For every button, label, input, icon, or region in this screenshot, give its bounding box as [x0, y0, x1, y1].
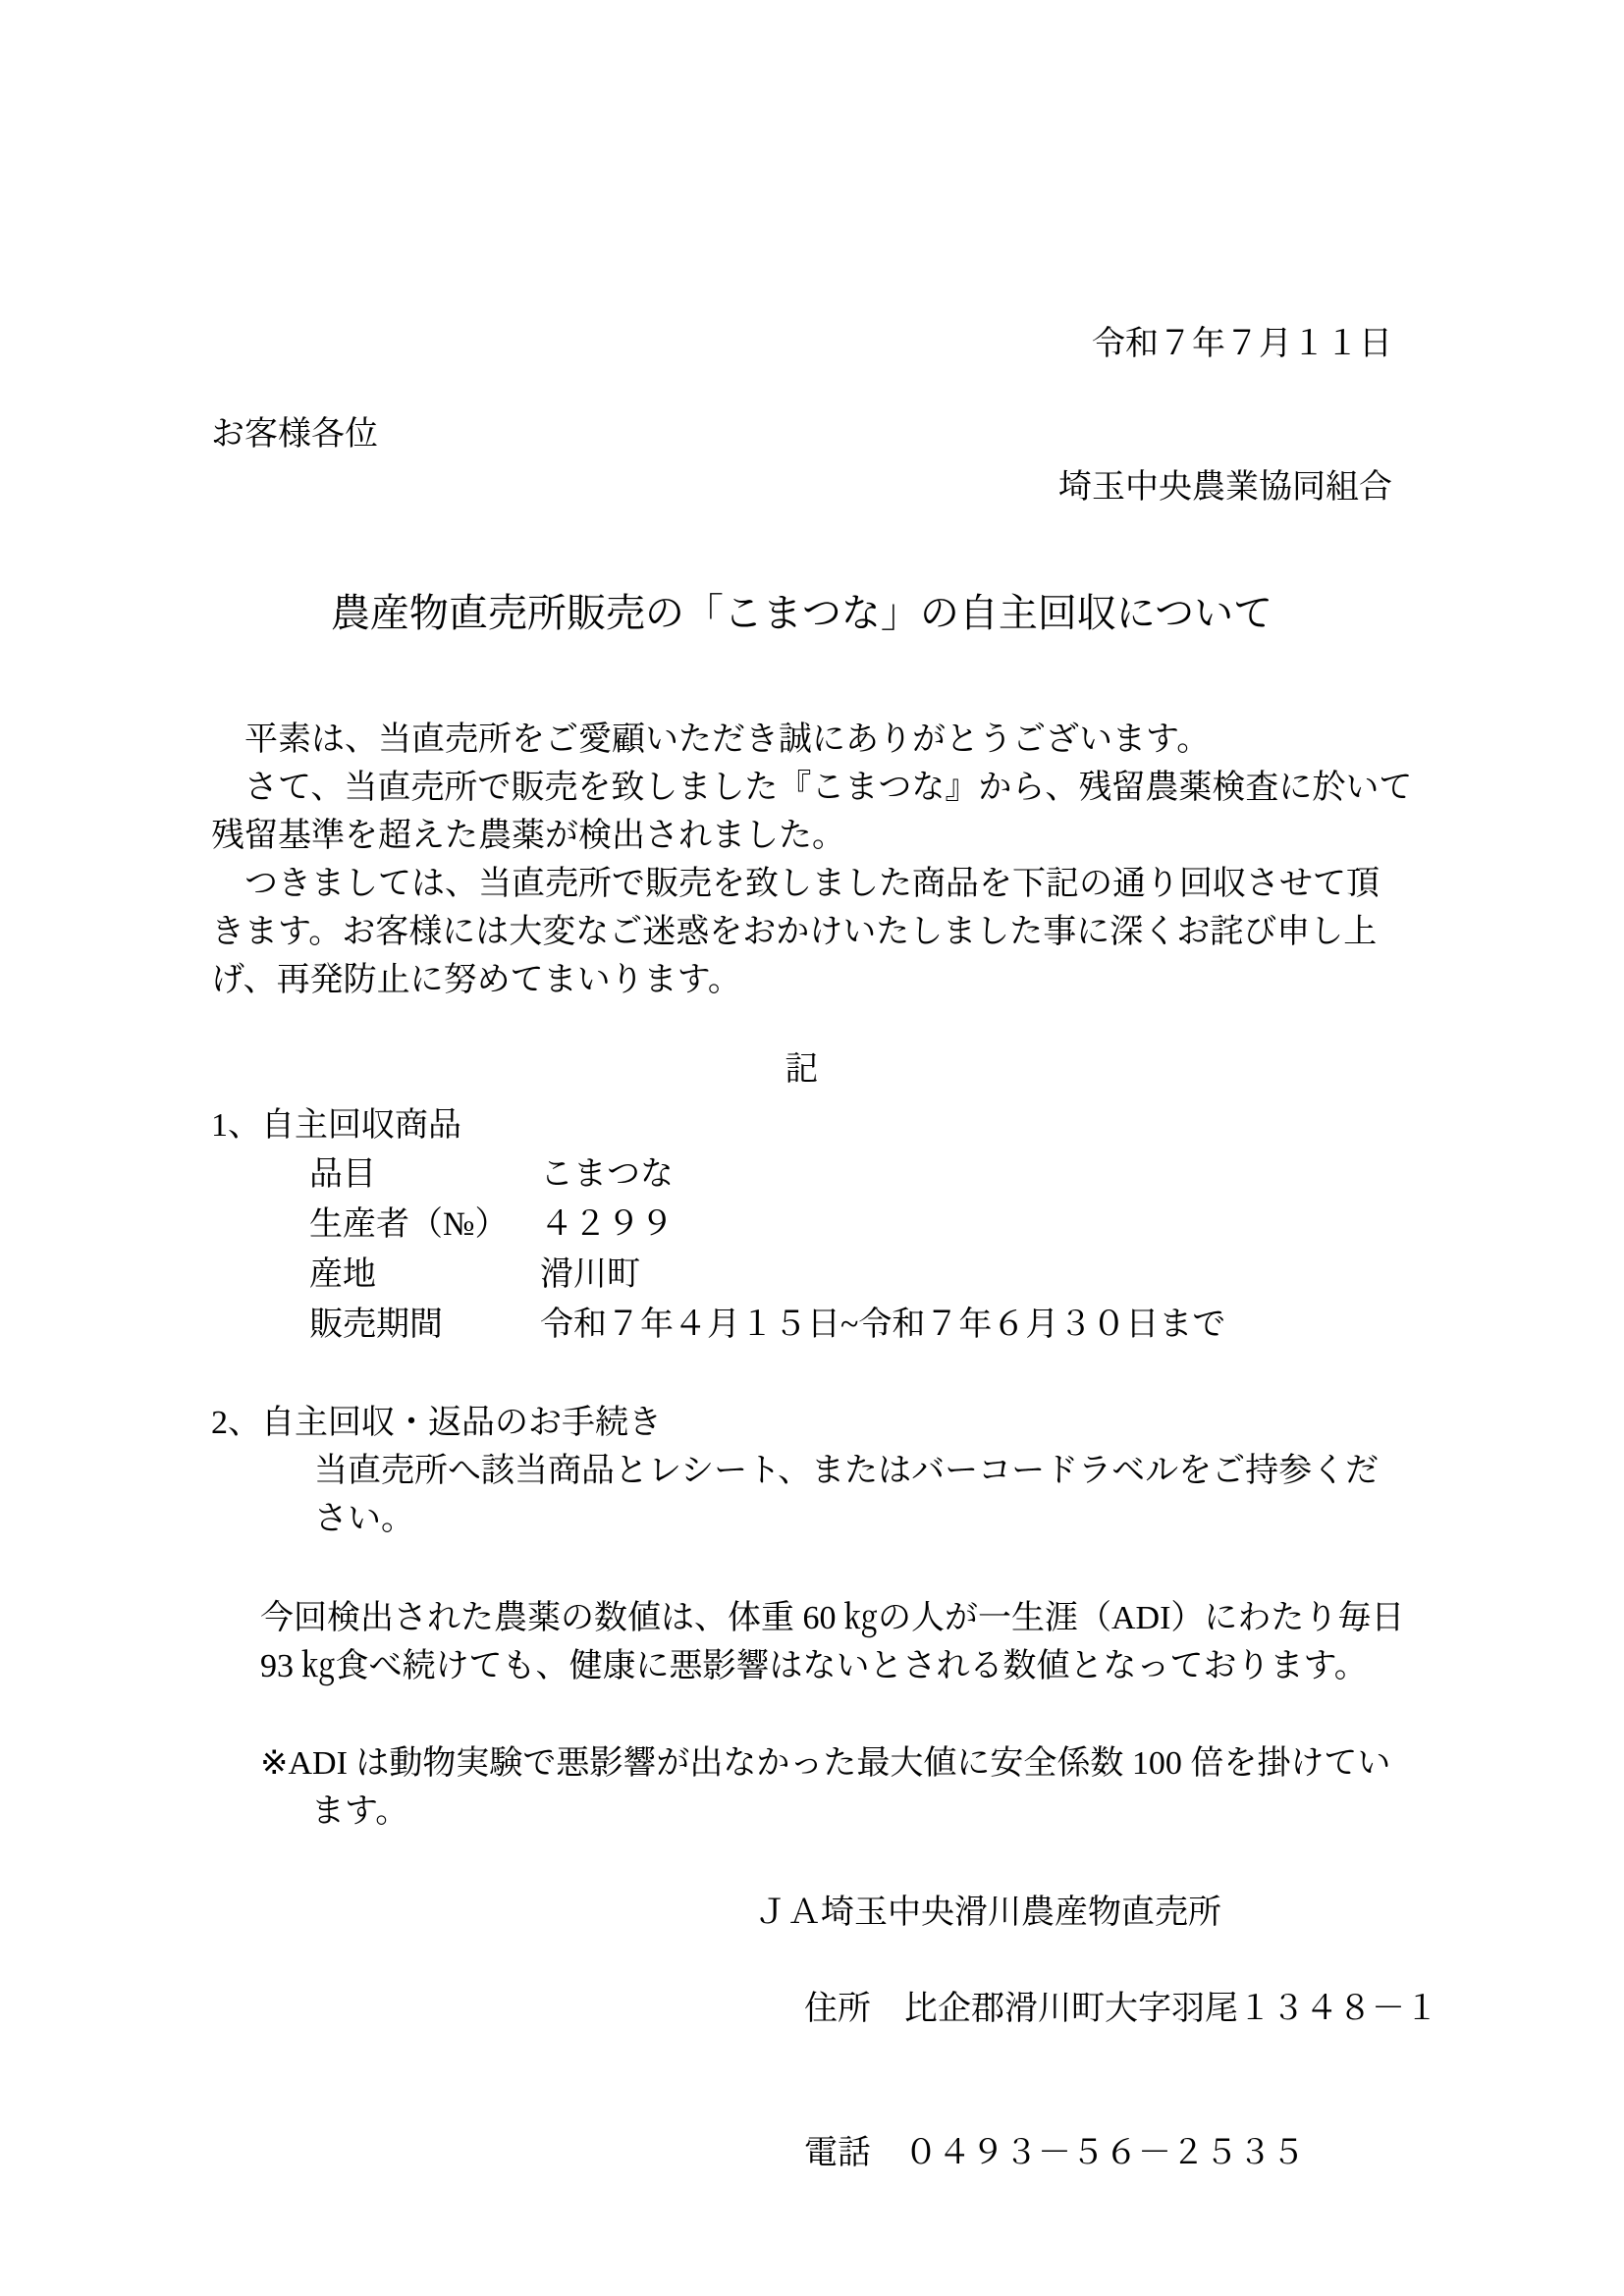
signature-org: ＪＡ埼玉中央滑川農産物直売所 — [754, 1895, 1221, 1931]
body-line: 残留基準を超えた農薬が検出されました。 — [211, 818, 845, 854]
detail-value-sales-period: 令和７年４月１５日~令和７年６月３０日まで — [540, 1307, 1226, 1343]
safety-note-line: 今回検出された農薬の数値は、体重 60 ㎏の人が一生涯（ADI）にわたり毎日 — [260, 1600, 1405, 1636]
signature-phone — [754, 2081, 1392, 2225]
safety-note — [211, 1594, 1405, 1690]
body-line: げ、再発防止に努めてまいります。 — [211, 962, 741, 998]
body-line: さて、当直売所で販売を致しました『こまつな』から、残留農薬検査に於いて — [211, 770, 1413, 806]
adi-footnote — [211, 1739, 1392, 1836]
table-row — [211, 1300, 1392, 1350]
table-row — [211, 1200, 1392, 1250]
address-label: 住所 — [804, 1991, 871, 2027]
detail-label-producer: 生産者（№） — [309, 1206, 509, 1243]
detail-value-origin: 滑川町 — [540, 1256, 640, 1293]
signature-block — [754, 1889, 1438, 2225]
procedure-line: 当直売所へ該当商品とレシート、またはバーコードラベルをご持参くだ — [314, 1453, 1380, 1489]
document-title: 農産物直売所販売の「こまつな」の自主回収について — [330, 591, 1273, 635]
table-row — [211, 1250, 1392, 1300]
adi-footnote-line: ます。 — [311, 1793, 409, 1830]
detail-value-item: こまつな — [540, 1156, 674, 1193]
recipient: お客様各位 — [211, 416, 378, 453]
phone-value: ０４９３－５６－２５３５ — [904, 2135, 1305, 2171]
record-marker: 記 — [785, 1051, 819, 1088]
detail-label-item: 品目 — [309, 1156, 376, 1193]
issue-date: 令和７年７月１１日 — [1092, 326, 1392, 362]
body-line: きます。お客様には大変なご迷惑をおかけいたしました事に深くお詫び申し上 — [211, 914, 1378, 950]
safety-note-line: 93 ㎏食べ続けても、健康に悪影響はないとされる数値となっております。 — [260, 1648, 1368, 1684]
table-row — [211, 1149, 1392, 1200]
adi-footnote-line: ※ADI は動物実験で悪影響が出なかった最大値に安全係数 100 倍を掛けてい — [260, 1745, 1391, 1782]
greeting-line: 平素は、当直売所をご愛顧いただき誠にありがとうございます。 — [211, 721, 1211, 758]
body-line: つきましては、当直売所で販売を致しました商品を下記の通り回収させて頂 — [211, 866, 1380, 902]
address-value: 比企郡滑川町大字羽尾１３４８－１ — [904, 1991, 1438, 2027]
body-paragraphs — [211, 716, 1413, 1004]
detail-label-origin: 産地 — [309, 1256, 376, 1293]
detail-label-sales-period: 販売期間 — [309, 1307, 443, 1343]
sender-organization: 埼玉中央農業協同組合 — [1058, 469, 1392, 506]
detail-value-producer: ４２９９ — [540, 1206, 674, 1243]
procedure-line: さい。 — [314, 1501, 414, 1537]
signature-address — [754, 1937, 1438, 2081]
section1-heading: 1、自主回収商品 — [211, 1107, 461, 1144]
phone-label: 電話 — [804, 2135, 871, 2171]
section2-heading: 2、自主回収・返品のお手続き — [211, 1405, 662, 1441]
